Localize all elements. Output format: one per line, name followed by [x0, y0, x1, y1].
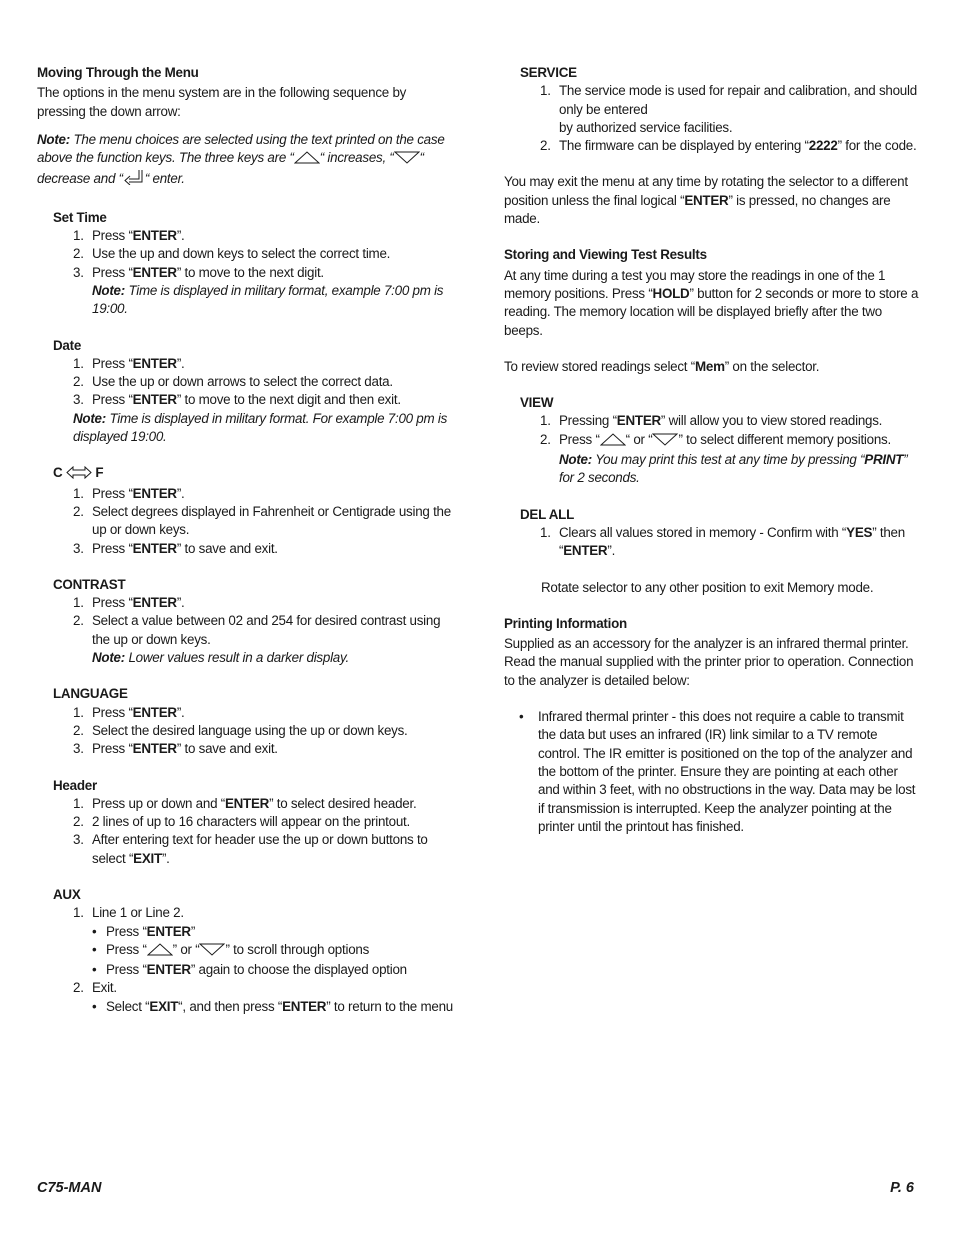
- list-item: 2. Use the up or down arrows to select the correct data.: [73, 374, 393, 390]
- list-item: 1. Press “ENTER”.: [73, 355, 185, 371]
- list-item: 1. Press “ENTER”.: [73, 704, 185, 720]
- left-right-arrow-icon: [66, 466, 92, 484]
- service-list: [504, 82, 919, 155]
- list-item: 2. Use the up and down keys to select the correct time.: [73, 246, 391, 262]
- header-title: Header: [53, 777, 97, 793]
- aux-title: AUX: [53, 886, 81, 902]
- contrast-list: [37, 594, 457, 649]
- list-item: 2. Exit.: [73, 980, 117, 996]
- storing-paragraph: At any time during a test you may store the readings in one of the 1 memory positions. Press “HOLD” button for 2 seconds or more to store a reading. The memory location will be displayed briefly after the two beeps.: [504, 267, 919, 338]
- list-item: 1. Line 1 or Line 2.: [73, 905, 184, 921]
- up-triangle-icon: [147, 943, 173, 961]
- del-all-list: [504, 524, 919, 561]
- bullet-dot: •: [519, 709, 524, 725]
- list-item: • Press “ ” or “ ” to scroll through options: [37, 941, 457, 961]
- printing-title: Printing Information: [504, 615, 627, 631]
- left-column: [37, 64, 457, 1016]
- moving-intro: The options in the menu system are in the following sequence by pressing the down arrow:: [37, 85, 407, 119]
- down-triangle-icon: [652, 433, 678, 451]
- cf-title: C F: [53, 464, 457, 484]
- list-item: • Select “EXIT“, and then press “ENTER” to return to the menu: [37, 998, 457, 1016]
- list-item: 2. Select a value between 02 and 254 for desired contrast using the up or down keys.: [73, 613, 441, 647]
- date-title: Date: [53, 337, 82, 353]
- up-triangle-icon: [600, 433, 626, 451]
- down-triangle-icon: [199, 943, 225, 961]
- language-title: LANGUAGE: [53, 686, 128, 702]
- list-item: 2. Select the desired language using the up or down keys.: [73, 722, 408, 738]
- list-item: 1. Press up or down and “ENTER” to select desired header.: [73, 795, 417, 811]
- list-item: 2. Press “ “ or “ ” to select different memory positions.: [504, 431, 919, 451]
- view-list: [504, 412, 919, 451]
- rotate-paragraph: Rotate selector to any other position to exit Memory mode.: [541, 579, 874, 595]
- del-all-title: DEL ALL: [520, 506, 575, 522]
- list-item: • Infrared thermal printer - this does not require a cable to transmit the data but uses an infrared (IR) link similar to a TV remote control. The IR emitter is positioned on the top of the analyzer and the bottom of the printer. Ensure they are pointing at each other and within 3 feet, with no obstructions in the way. Data may be lost if transmission is interrupted. Keep the analyzer pointing at the printer until the printout has finished.: [519, 709, 916, 834]
- set-time-title: Set Time: [53, 209, 107, 225]
- list-item: 3. Press “ENTER” to move to the next digit.: [73, 264, 324, 280]
- list-item: 2. Select degrees displayed in Fahrenheit or Centigrade using the up or down keys.: [73, 503, 451, 538]
- list-item: • Press “ENTER”: [37, 923, 457, 941]
- storing-title: Storing and Viewing Test Results: [504, 247, 707, 263]
- service-title: SERVICE: [520, 65, 577, 80]
- exit-paragraph: You may exit the menu at any time by rotating the selector to a different position unless the final logical “ENTER” is pressed, no changes are made.: [504, 174, 908, 227]
- list-item: 1. The service mode is used for repair and calibration, and should only be entered by authorized service facilities.: [540, 83, 917, 135]
- list-item: 1. Press “ENTER”.: [73, 595, 185, 611]
- aux-sub-list-1: [37, 923, 457, 980]
- contrast-note: Note: Lower values result in a darker display.: [92, 650, 349, 666]
- aux-list-2: [37, 979, 457, 997]
- bullet-dot: •: [92, 941, 97, 957]
- printing-bullets: [504, 708, 919, 836]
- footer-page-number: P. 6: [890, 1180, 914, 1196]
- list-item: 3. Press “ENTER” to move to the next digit and then exit.: [73, 392, 401, 408]
- right-column: [504, 64, 919, 836]
- date-list: [37, 355, 457, 410]
- cf-list: [37, 485, 457, 558]
- aux-sub-list-2: [37, 998, 457, 1016]
- review-paragraph: To review stored readings select “Mem” on the selector.: [504, 358, 820, 374]
- up-triangle-icon: [294, 151, 320, 169]
- list-item: 1. Pressing “ENTER” will allow you to view stored readings.: [540, 413, 883, 429]
- list-item: 3. Press “ENTER” to save and exit.: [73, 540, 278, 556]
- printing-paragraph: Supplied as an accessory for the analyzer is an infrared thermal printer. Read the manual supplied with the printer prior to operation. Connection to the analyzer is detailed below:: [504, 636, 914, 688]
- footer-doc-id: C75-MAN: [37, 1180, 102, 1196]
- list-item: 2. 2 lines of up to 16 characters will appear on the printout.: [73, 814, 410, 830]
- header-list: [37, 795, 457, 868]
- list-item: 2. The firmware can be displayed by entering “2222” for the code.: [540, 138, 917, 154]
- set-time-note: Note: Time is displayed in military format, example 7:00 pm is 19:00.: [92, 282, 444, 317]
- list-item: 1. Clears all values stored in memory - Confirm with “YES” then “ENTER”.: [540, 524, 905, 559]
- date-note: Note: Time is displayed in military format. For example 7:00 pm is displayed 19:00.: [73, 410, 448, 445]
- bullet-dot: •: [92, 998, 97, 1014]
- list-item: 3. After entering text for header use the up or down buttons to select “EXIT”.: [73, 832, 428, 866]
- down-triangle-icon: [394, 151, 420, 169]
- view-title: VIEW: [520, 395, 554, 411]
- moving-title: Moving Through the Menu: [37, 65, 199, 80]
- moving-note: Note: The menu choices are selected using the text printed on the case above the function keys. The three keys are “ “ increases, “ “ decrease and “ “ enter.: [37, 131, 457, 191]
- list-item: • Press “ENTER” again to choose the displayed option: [37, 961, 457, 979]
- bullet-dot: •: [92, 923, 97, 939]
- list-item: 1. Press “ENTER”.: [73, 228, 185, 244]
- bullet-dot: •: [92, 962, 97, 978]
- list-item: 1. Press “ENTER”.: [73, 485, 185, 501]
- view-note: Note: You may print this test at any time by pressing “PRINT” for 2 seconds.: [559, 452, 908, 486]
- contrast-title: CONTRAST: [53, 576, 126, 592]
- enter-arrow-icon: [123, 169, 145, 190]
- set-time-list: [37, 227, 457, 282]
- language-list: [37, 704, 457, 759]
- list-item: 3. Press “ENTER” to save and exit.: [73, 741, 278, 757]
- aux-list: [37, 904, 457, 922]
